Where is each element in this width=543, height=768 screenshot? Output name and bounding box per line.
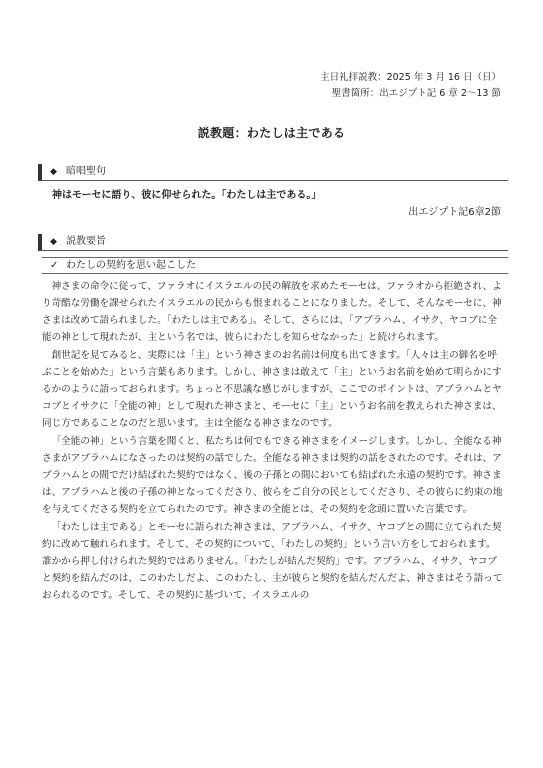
body-paragraph: 神さまの命令に従って、ファラオにイスラエルの民の解放を求めたモーセは、ファラオから拒絶され、より苛酷な労働を課せられたイスラエルの民からも恨まれることになりました。そして、そんなモーセに、神さまは改めて語られました。「わたしは主である」。そして、さらには、「アブラハム、イサク、ヤコブに全能の神として現れたが、主という名では、彼らにわたしを知らせなかった」と続けられます。 bbox=[42, 281, 502, 343]
memory-verse-text: 神はモーセに語り、彼に仰せられた。「わたしは主である。」 bbox=[52, 190, 322, 201]
scripture-passage: 聖書箇所：出エジプト記 6 章 2～13 節 bbox=[331, 88, 501, 99]
section-heading-summary bbox=[38, 234, 508, 251]
sermon-date: 主日礼拝説教：2025 年 3 月 16 日（日） bbox=[320, 72, 501, 83]
checkmark-icon: ✓ bbox=[50, 260, 59, 271]
body-paragraph: 創世記を見てみると、実際には「主」という神さまのお名前は何度も出てきます。「人々は主の御名を呼ぶことを始めた」という言葉もあります。しかし、神さまは敢えて「主」というお名前を始めて明らかにするかのように語っておられます。ちょっと不思議な感じがしますが、ここでのポイントは、アブラハムとヤコブとイサクに「全能の神」として現れた神さまと、モーセに「主」というお名前を教えられた神さまは、同じ方であることなのだと思います。主は全能なる神さまなのです。 bbox=[42, 350, 502, 429]
body-paragraph: 「わたしは主である」とモーセに語られた神さまは、アブラハム、イサク、ヤコブとの間に立てられた契約に改めて触れられます。そして、その契約について、「わたしの契約」という言い方をしておられます。誰かから押し付けられた契約ではありません。「わたしが結んだ契約」です。アブラハム、イサク、ヤコブと契約を結んだのは、このわたしだよ、このわたし、主が彼らと契約を結んだんだよ、神さまはそう語っておられるのです。そして、その契約に基づいて、イスラエルの bbox=[42, 522, 503, 601]
section-heading-label: 暗唱聖句 bbox=[66, 166, 106, 177]
section-heading-memory-verse bbox=[38, 164, 508, 181]
subheading-label: わたしの契約を思い起こした bbox=[66, 260, 196, 271]
sermon-meta bbox=[320, 70, 501, 102]
memory-verse-reference: 出エジプト記6章2節 bbox=[408, 207, 501, 218]
diamond-icon: ◆ bbox=[50, 237, 57, 247]
sermon-body bbox=[42, 278, 504, 605]
diamond-icon: ◆ bbox=[50, 167, 57, 177]
subheading-bar bbox=[42, 257, 508, 274]
sermon-title: 説教題：わたしは主である bbox=[197, 126, 346, 140]
body-paragraph: 「全能の神」という言葉を聞くと、私たちは何でもできる神さまをイメージします。しかし、全能なる神さまがアブラハムになさったのは契約の話でした。全能なる神さまは契約の話をされたのです。それは、アブラハムとの間でだけ結ばれた契約ではなく、後の子孫との間においても結ばれた永遠の契約です。神さまは、アブラハムと後の子孫の神となってくださり、彼らをご自分の民としてくださり、その彼らに約束の地を与えてくださる契約を立てられたのです。神さまの全能とは、その契約を念頭に置いた言葉です。 bbox=[42, 436, 503, 515]
section-heading-label: 説教要旨 bbox=[66, 236, 106, 247]
